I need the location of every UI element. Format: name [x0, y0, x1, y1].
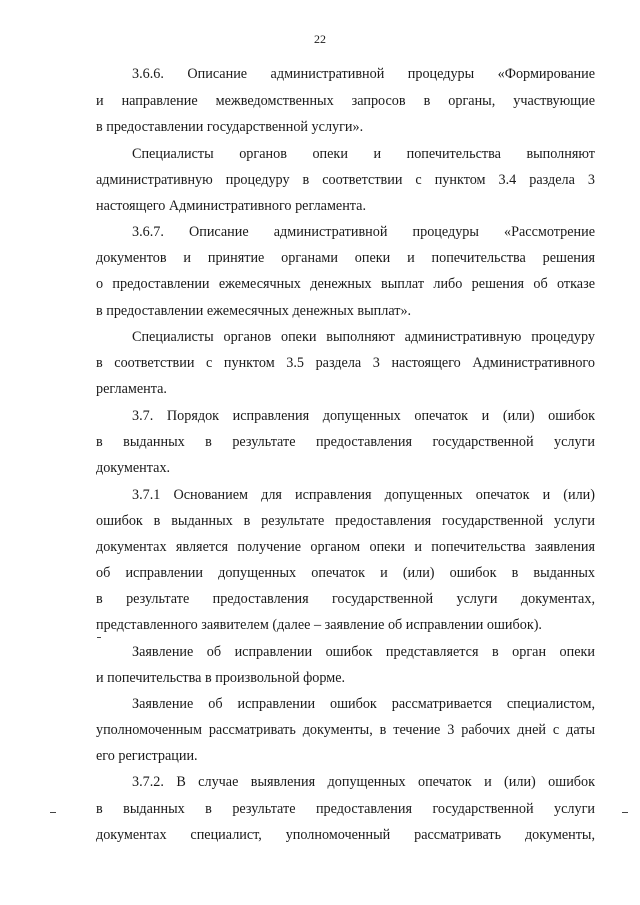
text-line: в предоставлении государственной услуги». — [96, 119, 364, 135]
text-line: регламента. — [96, 381, 167, 397]
text-line: в результате предоставления государственной услуги документах, — [96, 591, 595, 607]
text-line: и направление межведомственных запросов в органы, участвующие — [96, 93, 595, 109]
text-line: Специалисты органов опеки выполняют административную процедуру — [132, 329, 595, 345]
text-line: 3.7. Порядок исправления допущенных опечаток и (или) ошибок — [132, 408, 595, 424]
text-line: его регистрации. — [96, 748, 198, 764]
text-line: Заявление об исправлении ошибок рассматривается специалистом, — [132, 696, 595, 712]
text-line: ошибок в выданных в результате предоставления государственной услуги — [96, 513, 595, 529]
text-line: уполномоченным рассматривать документы, в течение 3 рабочих дней с даты — [96, 722, 595, 738]
scan-mark — [622, 812, 628, 813]
text-line: административную процедуру в соответствии с пунктом 3.4 раздела 3 — [96, 172, 595, 188]
text-line: 3.7.1 Основанием для исправления допущенных опечаток и (или) — [132, 487, 595, 503]
text-line: документах является получение органом опеки и попечительства заявления — [96, 539, 595, 555]
text-line: о предоставлении ежемесячных денежных выплат либо решения об отказе — [96, 276, 595, 292]
text-line: настоящего Административного регламента. — [96, 198, 367, 214]
text-line: в предоставлении ежемесячных денежных выплат». — [96, 303, 412, 319]
scan-mark — [97, 637, 101, 638]
page-number: 22 — [314, 32, 326, 46]
text-line: и попечительства в произвольной форме. — [96, 670, 346, 686]
text-line: в выданных в результате предоставления государственной услуги — [96, 801, 595, 817]
text-line: 3.7.2. В случае выявления допущенных опечаток и (или) ошибок — [132, 774, 595, 790]
text-line: 3.6.7. Описание административной процедуры «Рассмотрение — [132, 224, 595, 240]
text-line: документах специалист, уполномоченный рассматривать документы, — [96, 827, 595, 843]
text-line: об исправлении допущенных опечаток и (или) ошибок в выданных — [96, 565, 595, 581]
scan-mark — [50, 812, 56, 813]
text-line: Заявление об исправлении ошибок представляется в орган опеки — [132, 644, 595, 660]
text-line: в выданных в результате предоставления государственной услуги — [96, 434, 595, 450]
text-line: представленного заявителем (далее – заявление об исправлении ошибок). — [96, 617, 542, 633]
text-line: документах. — [96, 460, 171, 476]
text-line: в соответствии с пунктом 3.5 раздела 3 настоящего Административного — [96, 355, 595, 371]
text-line: документов и принятие органами опеки и попечительства решения — [96, 250, 595, 266]
text-line: 3.6.6. Описание административной процедуры «Формирование — [132, 66, 595, 82]
text-line: Специалисты органов опеки и попечительства выполняют — [132, 146, 595, 162]
